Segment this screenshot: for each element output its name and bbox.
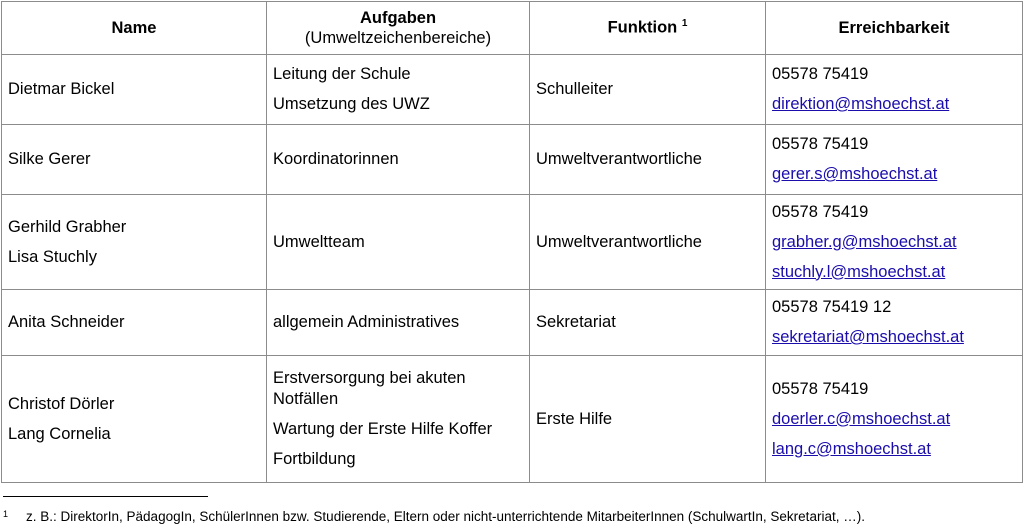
- footnote-number: 1: [3, 509, 9, 519]
- person-name: Dietmar Bickel: [8, 80, 115, 98]
- person-name: Silke Gerer: [8, 150, 91, 168]
- person-name: Christof Dörler: [8, 394, 115, 413]
- task-item: Erstversorgung bei akuten Notfällen: [273, 369, 466, 408]
- email-link[interactable]: sekretariat@mshoechst.at: [772, 328, 964, 346]
- function-cell: [530, 195, 766, 290]
- table-row: [2, 125, 1023, 195]
- phone-number: 05578 75419: [772, 65, 869, 83]
- tasks-cell: [267, 125, 530, 195]
- person-name: Lang Cornelia: [8, 424, 111, 443]
- task-item: Leitung der Schule: [273, 65, 411, 83]
- email-link[interactable]: stuchly.l@mshoechst.at: [772, 262, 946, 281]
- phone-number: 05578 75419 12: [772, 298, 892, 316]
- header-contact: Erreichbarkeit: [766, 2, 1023, 55]
- contact-cell: [766, 356, 1023, 483]
- footnote-text: z. B.: DirektorIn, PädagogIn, SchülerInnen bzw. Studierende, Eltern oder nicht-unterrichtende MitarbeiterInnen (SchulwartIn, Sekretariat, …).: [26, 509, 865, 524]
- function-label: Sekretariat: [536, 313, 616, 331]
- header-function: Funktion $^1$: [530, 2, 766, 55]
- header-tasks-sub: (Umweltzeichenbereiche): [304, 29, 492, 47]
- person-name: Gerhild Grabher: [8, 217, 127, 236]
- table-row: [2, 290, 1023, 356]
- name-cell: [2, 356, 267, 483]
- task-item: Fortbildung: [273, 450, 356, 468]
- tasks-cell: [267, 55, 530, 125]
- footnote-marker: 1: [681, 18, 688, 30]
- email-link[interactable]: direktion@mshoechst.at: [772, 95, 950, 113]
- tasks-cell: [267, 290, 530, 356]
- email-link[interactable]: grabher.g@mshoechst.at: [772, 232, 957, 251]
- table-row: [2, 55, 1023, 125]
- task-item: allgemein Administratives: [273, 313, 460, 331]
- contact-cell: [766, 195, 1023, 290]
- function-label: Erste Hilfe: [536, 409, 613, 428]
- email-link[interactable]: lang.c@mshoechst.at: [772, 439, 931, 458]
- header-tasks: Aufgaben (Umweltzeichenbereiche): [267, 2, 530, 55]
- person-name: Anita Schneider: [8, 313, 125, 331]
- table-header-row: [2, 2, 1023, 55]
- header-name: Name: [2, 2, 267, 55]
- function-label: Umweltverantwortliche: [536, 232, 702, 251]
- contact-cell: [766, 290, 1023, 356]
- name-cell: [2, 55, 267, 125]
- table-row: [2, 195, 1023, 290]
- tasks-cell: [267, 195, 530, 290]
- phone-number: 05578 75419: [772, 379, 869, 398]
- name-cell: [2, 290, 267, 356]
- function-cell: [530, 125, 766, 195]
- footnote: [3, 509, 1018, 524]
- function-cell: [530, 290, 766, 356]
- email-link[interactable]: gerer.s@mshoechst.at: [772, 165, 938, 183]
- function-cell: [530, 55, 766, 125]
- contact-cell: [766, 125, 1023, 195]
- responsibility-table: [1, 1, 1023, 483]
- task-item: Umsetzung des UWZ: [273, 95, 430, 113]
- task-item: Umweltteam: [273, 232, 365, 251]
- task-item: Koordinatorinnen: [273, 150, 399, 168]
- function-label: Umweltverantwortliche: [536, 150, 702, 168]
- email-link[interactable]: doerler.c@mshoechst.at: [772, 409, 951, 428]
- phone-number: 05578 75419: [772, 202, 869, 221]
- name-cell: [2, 195, 267, 290]
- person-name: Lisa Stuchly: [8, 247, 97, 266]
- function-label: Schulleiter: [536, 80, 614, 98]
- table-row: [2, 356, 1023, 483]
- footnote-divider: [3, 496, 208, 497]
- contact-cell: [766, 55, 1023, 125]
- phone-number: 05578 75419: [772, 135, 869, 153]
- function-cell: [530, 356, 766, 483]
- task-item: Wartung der Erste Hilfe Koffer: [273, 420, 493, 438]
- tasks-cell: [267, 356, 530, 483]
- name-cell: [2, 125, 267, 195]
